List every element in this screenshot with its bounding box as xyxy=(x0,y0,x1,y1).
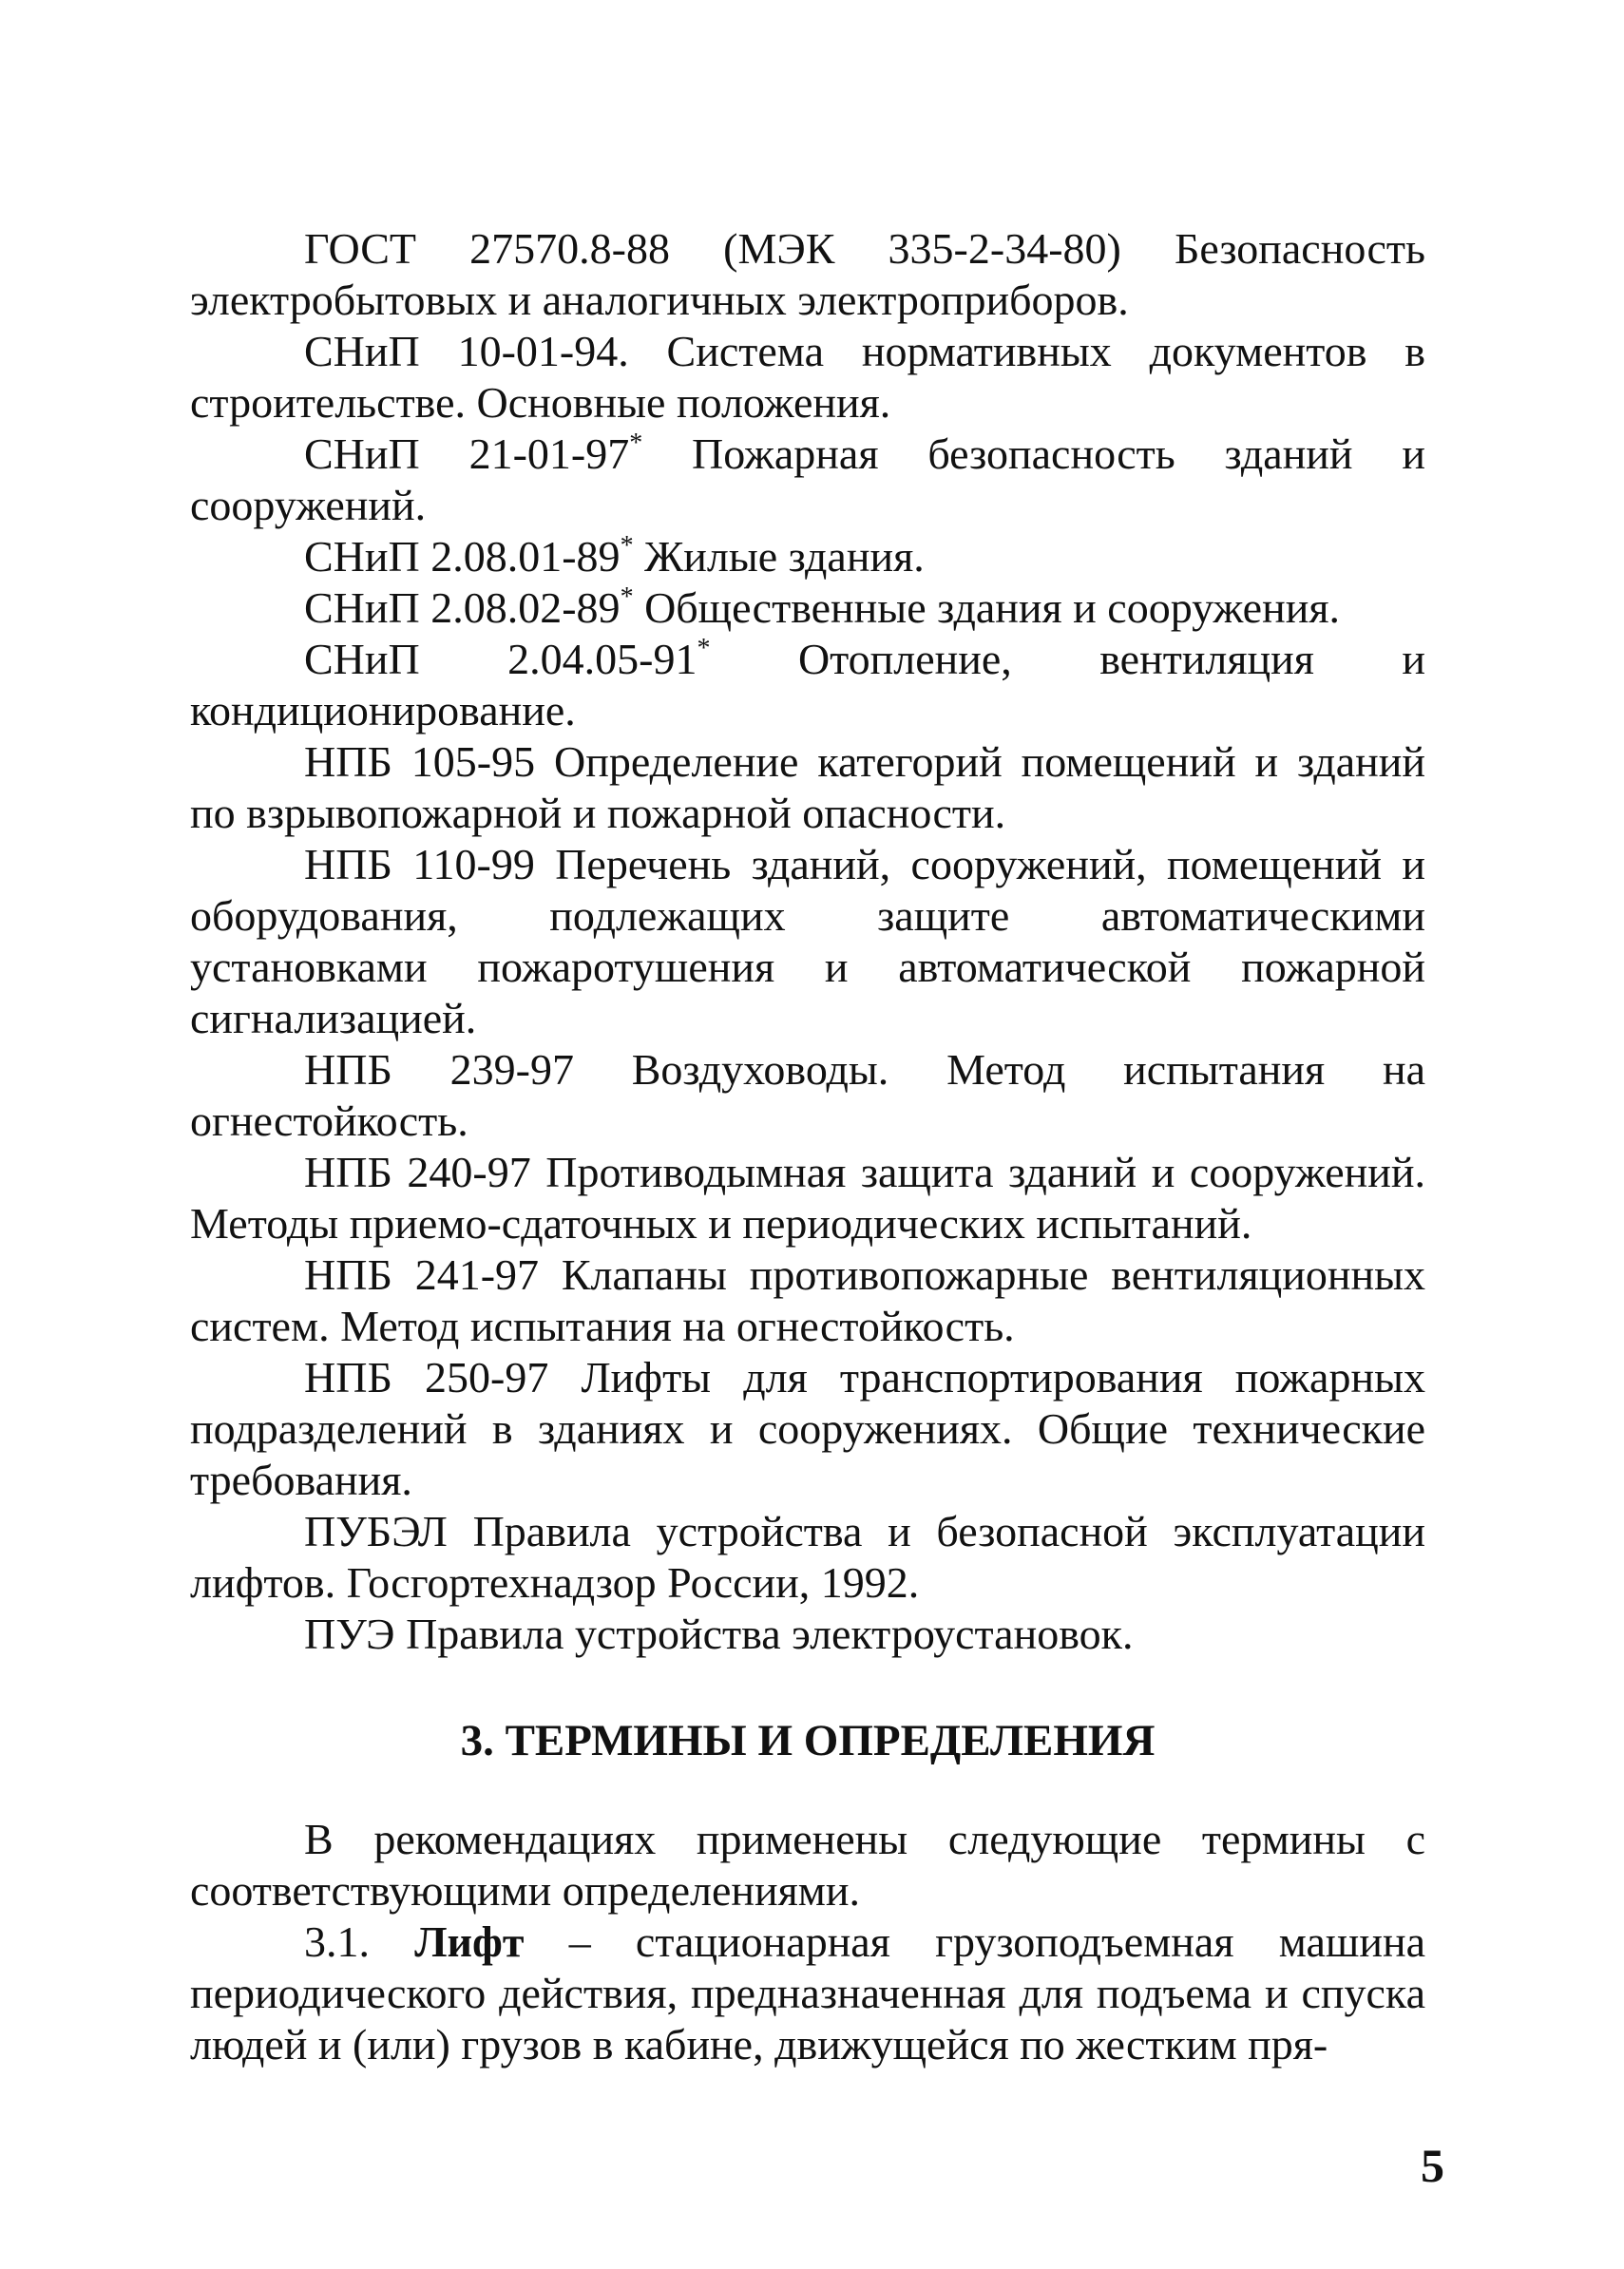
reference-title: Правила устройства электроустановок. xyxy=(394,1610,1134,1658)
clause-number: 3.1. xyxy=(304,1917,370,1966)
clause-3-1 xyxy=(190,1916,1425,2070)
reference-title: Общественные здания и сооружения. xyxy=(633,583,1340,632)
reference-title: Пожарная безопасность зданий и сооружений. xyxy=(190,429,1425,529)
reference-title: Клапаны противопожарные вентиляционных систем. Метод испытания на огнестойкость. xyxy=(190,1250,1425,1350)
reference-code: СНиП 2.04.05-91 xyxy=(304,635,697,683)
section-intro: В рекомендациях применены следующие термины с соответствующими определениями. xyxy=(190,1815,1425,1915)
reference-code: СНиП 2.08.02-89 xyxy=(304,583,621,632)
reference-title: Правила устройства и безопасной эксплуатации лифтов. Госгортехнадзор России, 1992. xyxy=(190,1507,1425,1607)
page-number: 5 xyxy=(1421,2139,1444,2192)
reference-mark: * xyxy=(629,429,643,458)
reference-title: Лифты для транспортирования пожарных подразделений в зданиях и сооружениях. Общие технические требования. xyxy=(190,1353,1425,1504)
reference-mark: * xyxy=(697,634,711,663)
reference-item xyxy=(190,839,1425,1044)
reference-item xyxy=(190,326,1425,429)
references-list xyxy=(190,223,1425,1660)
reference-item xyxy=(190,1609,1425,1660)
reference-mark: * xyxy=(620,531,634,561)
reference-item xyxy=(190,531,1425,582)
reference-title: Отопление, вентиляция и кондиционирование. xyxy=(190,635,1425,734)
reference-item xyxy=(190,1352,1425,1506)
reference-item xyxy=(190,582,1425,634)
reference-title: Жилые здания. xyxy=(633,532,925,581)
reference-item xyxy=(190,1506,1425,1609)
reference-title: Воздуховоды. Метод испытания на огнестойкость. xyxy=(190,1045,1425,1145)
reference-title: Противодымная защита зданий и сооружений. Методы приемо-сдаточных и периодических испытаний. xyxy=(190,1148,1426,1248)
section-heading: 3. ТЕРМИНЫ И ОПРЕДЕЛЕНИЯ xyxy=(460,1716,1156,1765)
reference-item xyxy=(190,1249,1425,1352)
reference-code: ПУЭ xyxy=(304,1610,395,1658)
reference-item xyxy=(190,1147,1425,1249)
reference-item xyxy=(190,429,1425,531)
reference-item xyxy=(190,223,1425,326)
defined-term: Лифт xyxy=(414,1917,525,1966)
reference-title: Безопасность электробытовых и аналогичных электроприборов. xyxy=(190,224,1425,324)
reference-code: СНиП 10-01-94. xyxy=(304,327,629,375)
reference-item xyxy=(190,736,1425,839)
reference-title: Определение категорий помещений и зданий по взрывопожарной и пожарной опасности. xyxy=(190,737,1426,837)
reference-code: СНиП 21-01-97 xyxy=(304,429,630,478)
reference-code: ГОСТ 27570.8-88 (МЭК 335-2-34-80) xyxy=(304,224,1121,273)
reference-code: НПБ 250-97 xyxy=(304,1353,549,1401)
reference-mark: * xyxy=(620,582,634,612)
reference-code: ПУБЭЛ xyxy=(304,1507,448,1555)
reference-code: НПБ 239-97 xyxy=(304,1045,574,1094)
term-definition: – стационарная грузоподъемная машина периодического действия, предназначенная для подъема и спуска людей и (или) грузов в кабине, движущейся по жестким пря- xyxy=(190,1917,1426,2069)
reference-code: СНиП 2.08.01-89 xyxy=(304,532,621,581)
reference-code: НПБ 241-97 xyxy=(304,1250,540,1299)
reference-title: Система нормативных документов в строительстве. Основные положения. xyxy=(190,327,1425,427)
reference-title: Перечень зданий, сооружений, помещений и оборудования, подлежащих защите автоматическими установками пожаротушения и автоматической пожарной сигнализацией. xyxy=(190,840,1425,1042)
reference-item xyxy=(190,634,1425,736)
document-page xyxy=(190,223,1425,2070)
reference-code: НПБ 240-97 xyxy=(304,1148,531,1196)
reference-code: НПБ 110-99 xyxy=(304,840,535,888)
reference-item xyxy=(190,1044,1425,1147)
reference-code: НПБ 105-95 xyxy=(304,737,536,786)
